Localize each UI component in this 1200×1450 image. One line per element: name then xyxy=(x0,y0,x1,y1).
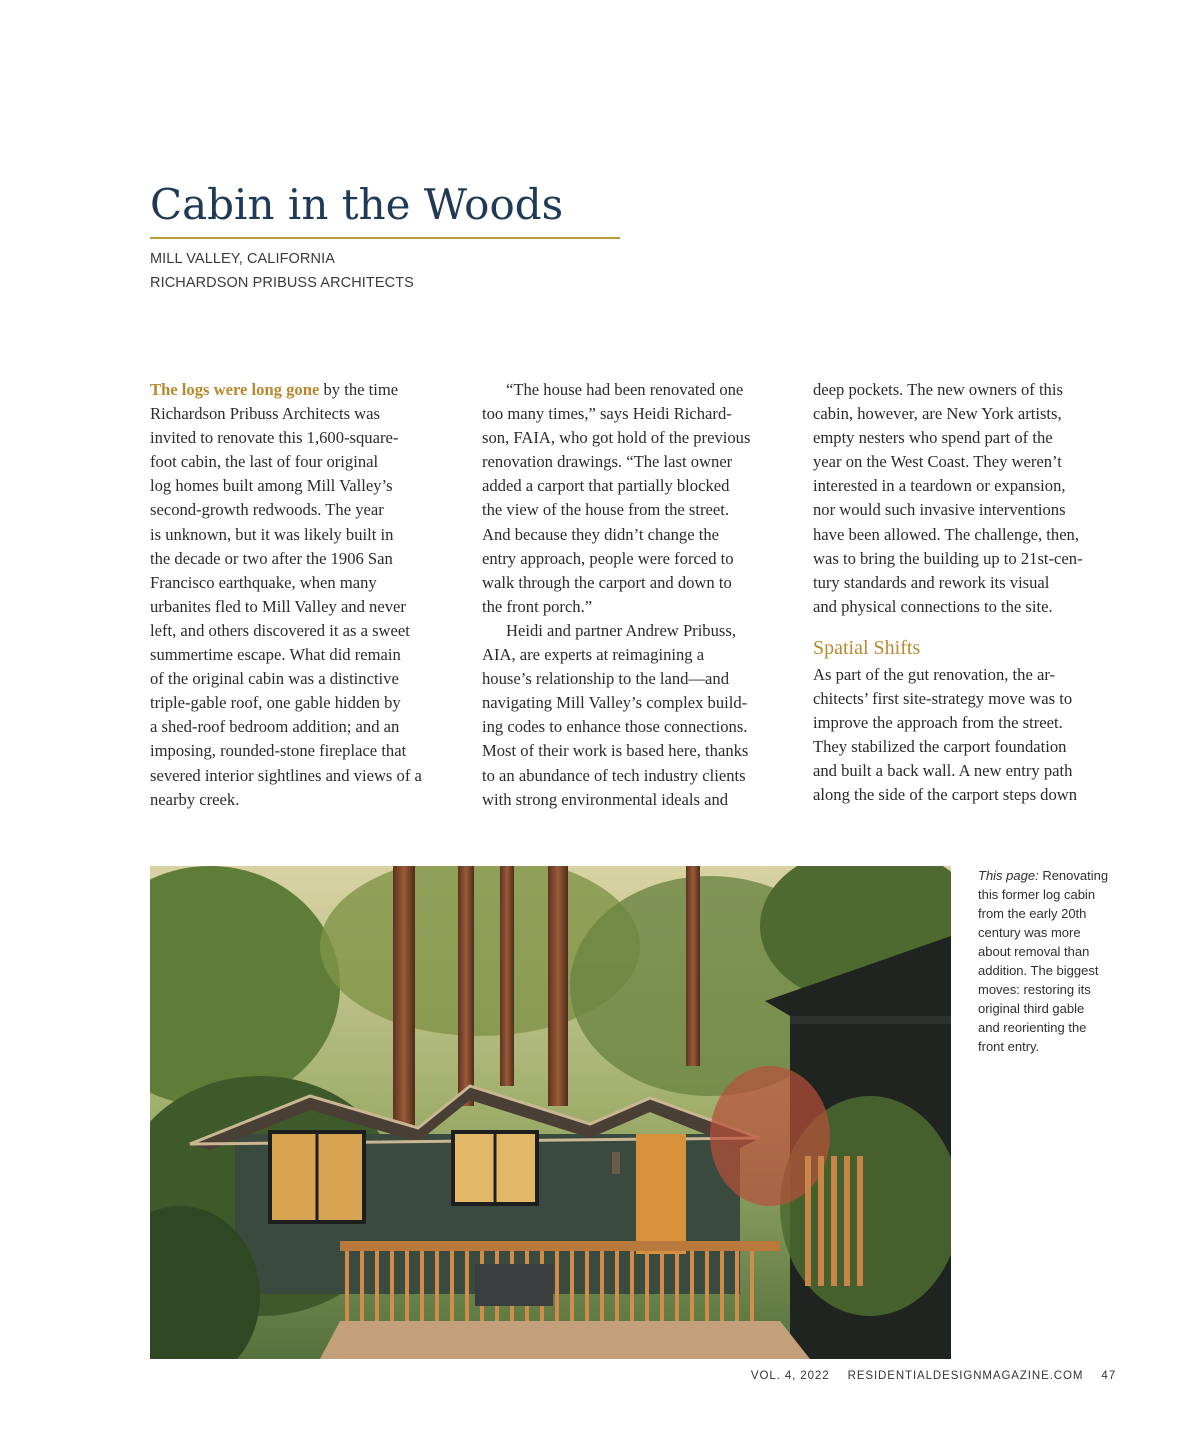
body-line: is unknown, but it was likely built in xyxy=(150,524,394,544)
body-line: too many times,” says Heidi Richard- xyxy=(482,404,732,424)
body-line: with strong environmental ideals and xyxy=(482,789,729,809)
footer-website: RESIDENTIALDESIGNMAGAZINE.COM xyxy=(847,1370,1084,1382)
body-line: chitects’ first site-strategy move was to xyxy=(813,689,1073,709)
body-line: improve the approach from the street. xyxy=(813,713,1063,733)
body-line: foot cabin, the last of four original xyxy=(150,452,379,472)
body-line: nor would such invasive interventions xyxy=(813,500,1066,520)
body-line: house’s relationship to the land—and xyxy=(482,669,730,689)
body-line: Heidi and partner Andrew Pribuss, xyxy=(506,620,736,640)
body-line: the view of the house from the street. xyxy=(482,500,729,520)
lead-in: The logs were long gone xyxy=(150,380,320,399)
body-line: summertime escape. What did remain xyxy=(150,645,401,665)
footer-volume: VOL. 4, 2022 xyxy=(750,1370,830,1382)
body-line: deep pockets. The new owners of this xyxy=(813,380,1063,399)
body-line: And because they didn’t change the xyxy=(482,524,719,544)
body-line: the decade or two after the 1906 San xyxy=(150,548,393,568)
body-line: The logs were long gone by the time xyxy=(150,380,399,399)
body-line: year on the West Coast. They weren’t xyxy=(813,452,1062,472)
body-line: Most of their work is based here, thanks xyxy=(482,741,749,761)
body-line: “The house had been renovated one xyxy=(506,380,744,399)
body-line: to an abundance of tech industry clients xyxy=(482,765,746,785)
body-line: left, and others discovered it as a sweet xyxy=(150,620,410,640)
body-line: entry approach, people were forced to xyxy=(482,548,734,568)
body-line: renovation drawings. “The last owner xyxy=(482,452,733,472)
body-line: invited to renovate this 1,600-square- xyxy=(150,428,399,448)
body-line: walk through the carport and down to xyxy=(482,572,732,592)
cabin-photo xyxy=(150,866,951,1359)
body-line: was to bring the building up to 21st-cen- xyxy=(813,548,1083,568)
body-column-1 xyxy=(150,378,458,812)
body-line: have been allowed. The challenge, then, xyxy=(813,524,1080,544)
body-line: the front porch.” xyxy=(482,596,593,616)
body-line: interested in a teardown or expansion, xyxy=(813,476,1066,496)
caption-line: and reorienting the xyxy=(978,1020,1087,1035)
body-line: ing codes to enhance those connections. xyxy=(482,717,748,737)
body-column-3 xyxy=(813,378,1121,808)
caption-line: front entry. xyxy=(978,1039,1040,1054)
body-line: urbanites fled to Mill Valley and never xyxy=(150,596,406,616)
body-line: and built a back wall. A new entry path xyxy=(813,761,1073,781)
body-line: imposing, rounded-stone fireplace that xyxy=(150,741,407,761)
page-number: 47 xyxy=(1101,1370,1116,1382)
caption-lead: This page: xyxy=(978,868,1039,883)
body-line: log homes built among Mill Valley’s xyxy=(150,476,393,496)
body-line: Richardson Pribuss Architects was xyxy=(150,404,380,424)
article-location: MILL VALLEY, CALIFORNIA xyxy=(150,251,335,267)
caption-line: addition. The biggest xyxy=(978,963,1099,978)
article-title: Cabin in the Woods xyxy=(150,180,564,229)
body-line: triple-gable roof, one gable hidden by xyxy=(150,693,401,713)
caption-line: moves: restoring its xyxy=(978,982,1091,997)
body-line: AIA, are experts at reimagining a xyxy=(482,645,705,665)
body-line: son, FAIA, who got hold of the previous xyxy=(482,428,751,448)
body-line: They stabilized the carport foundation xyxy=(813,737,1067,757)
photo-caption xyxy=(978,866,1128,1056)
body-line: nearby creek. xyxy=(150,789,240,809)
caption-line: this former log cabin xyxy=(978,887,1096,902)
caption-line: about removal than xyxy=(978,944,1090,959)
body-line: As part of the gut renovation, the ar- xyxy=(813,664,1056,684)
body-line: cabin, however, are New York artists, xyxy=(813,404,1062,424)
body-line: second-growth redwoods. The year xyxy=(150,500,384,520)
body-line: Francisco earthquake, when many xyxy=(150,572,377,592)
caption-line: from the early 20th xyxy=(978,906,1087,921)
caption-line: century was more xyxy=(978,925,1081,940)
body-line: tury standards and rework its visual xyxy=(813,572,1050,592)
section-subhead: Spatial Shifts xyxy=(813,636,921,659)
body-line: and physical connections to the site. xyxy=(813,596,1053,616)
body-line: a shed-roof bedroom addition; and an xyxy=(150,717,400,737)
caption-line: This page: Renovating xyxy=(978,868,1109,883)
body-line: severed interior sightlines and views of a xyxy=(150,765,422,785)
body-line: navigating Mill Valley’s complex build- xyxy=(482,693,748,713)
title-rule xyxy=(150,237,620,239)
body-column-2 xyxy=(482,378,790,812)
body-line: along the side of the carport steps down xyxy=(813,785,1078,805)
caption-line: original third gable xyxy=(978,1001,1085,1016)
body-line: of the original cabin was a distinctive xyxy=(150,669,399,689)
page-footer xyxy=(737,1370,1116,1382)
body-line: added a carport that partially blocked xyxy=(482,476,730,496)
body-line: empty nesters who spend part of the xyxy=(813,428,1053,448)
article-firm: RICHARDSON PRIBUSS ARCHITECTS xyxy=(150,275,414,291)
